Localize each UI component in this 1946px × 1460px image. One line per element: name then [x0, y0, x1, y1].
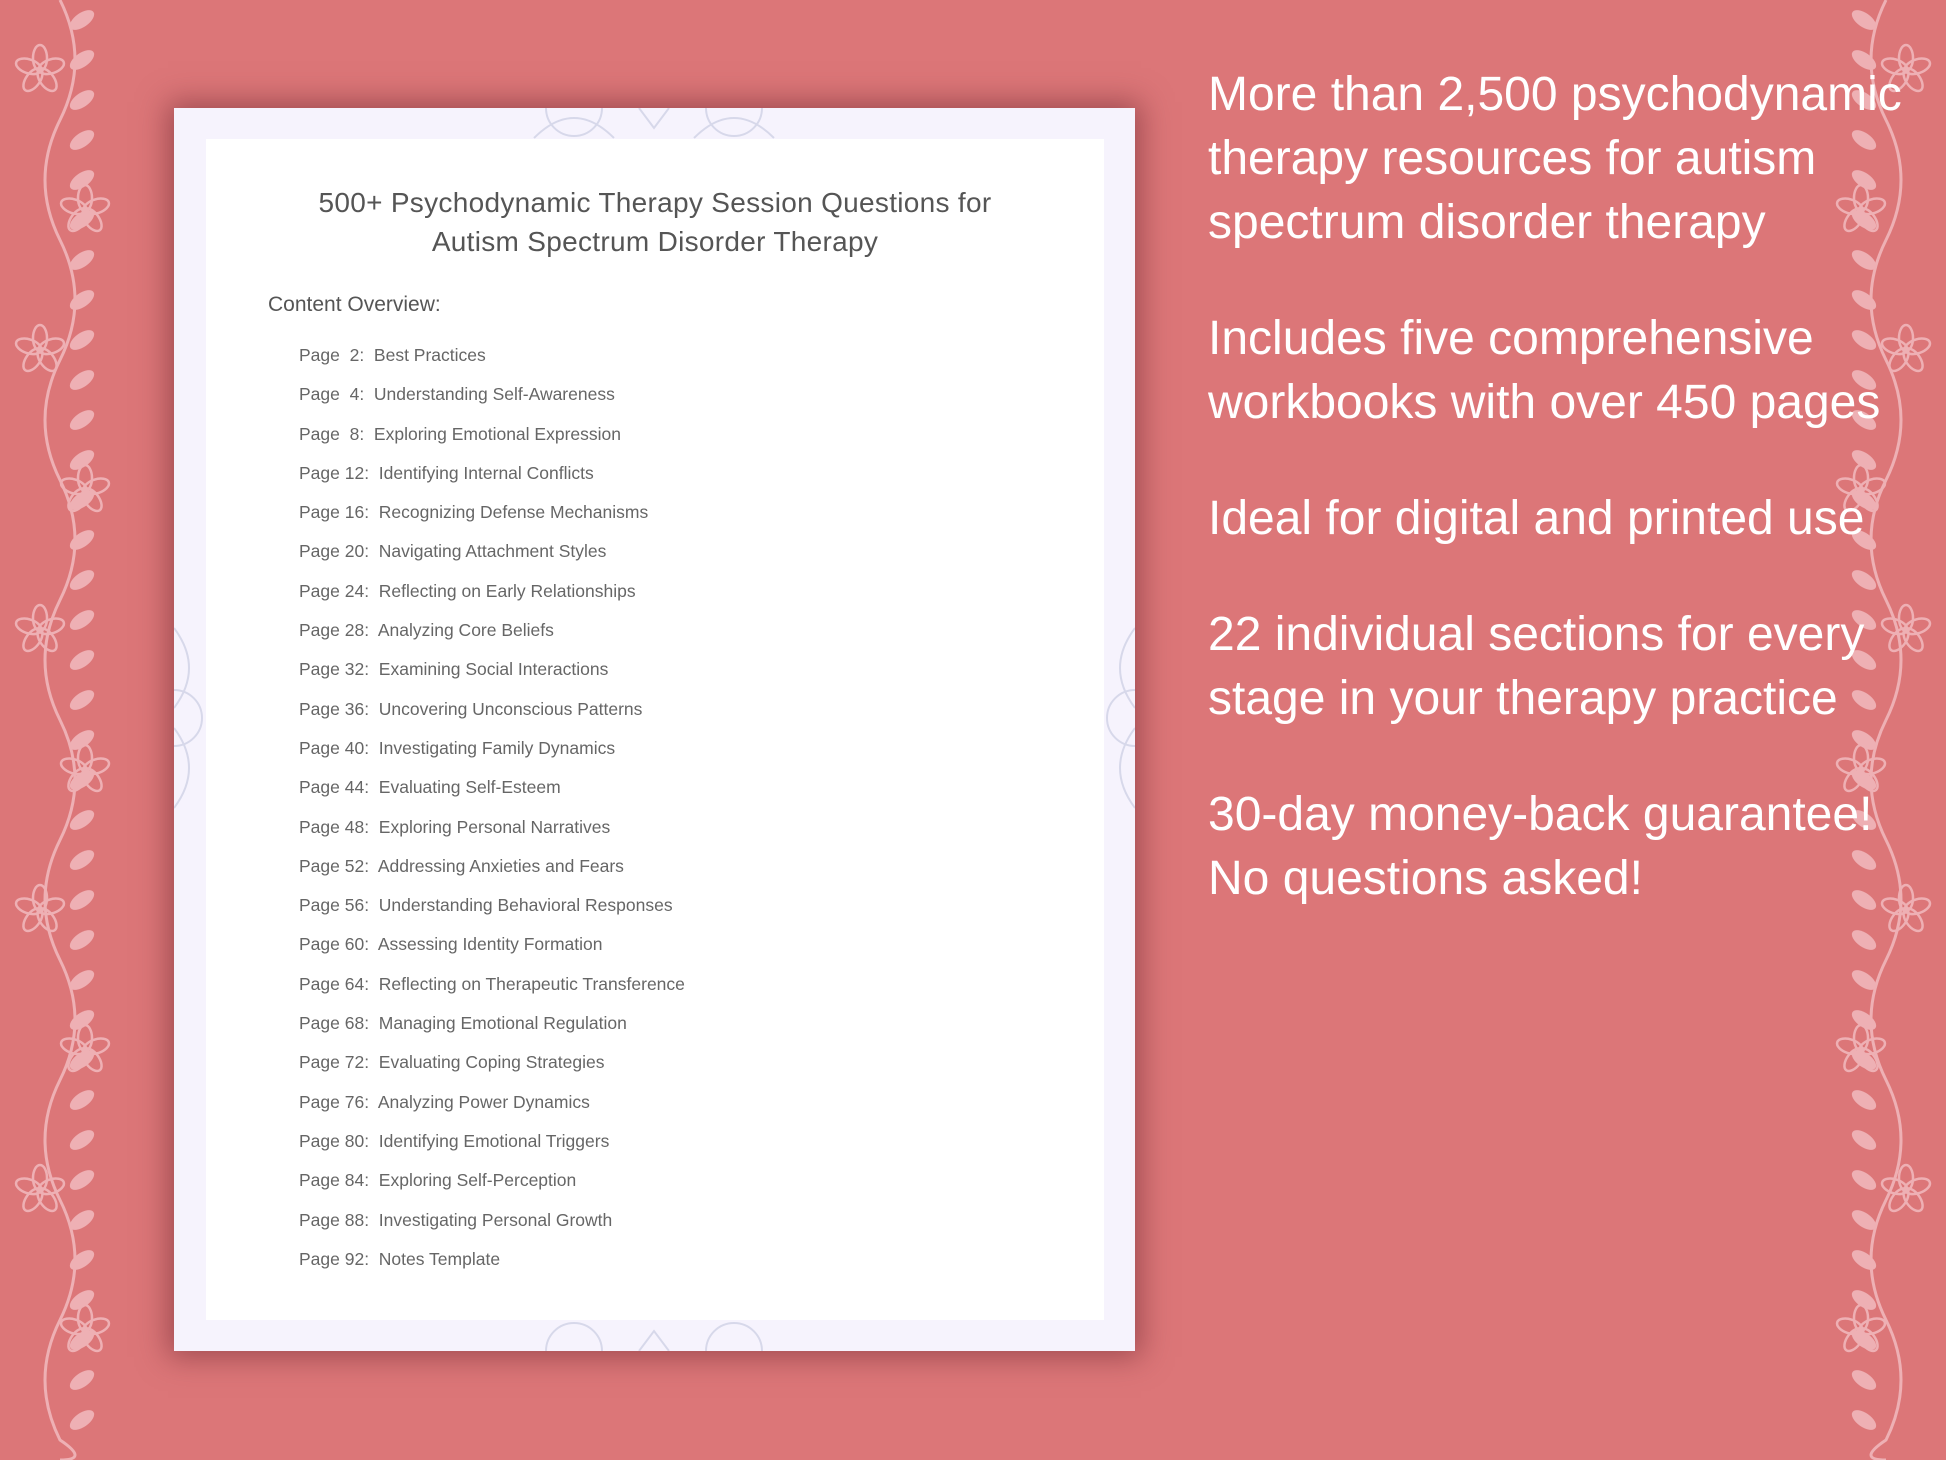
flower-icon: [59, 1305, 111, 1354]
title-line: 500+ Psychodynamic Therapy Session Questions for: [318, 187, 992, 218]
leaf-icon: [1849, 1086, 1880, 1114]
document-page: [206, 139, 1104, 1320]
content-list-item: Page 76: Analyzing Power Dynamics: [299, 1091, 590, 1112]
flower-icon: [1835, 1305, 1887, 1354]
mandala-ornament-top: [514, 108, 794, 139]
leaf-icon: [67, 1086, 98, 1114]
document-preview: [174, 108, 1135, 1351]
content-list-item: Page 64: Reflecting on Therapeutic Transference: [299, 973, 685, 994]
leaf-icon: [67, 926, 98, 954]
flower-icon: [59, 465, 111, 514]
content-list-item: Page 92: Notes Template: [299, 1248, 501, 1269]
content-list-item: Page 2: Best Practices: [299, 345, 486, 365]
content-list-item: Page 84: Exploring Self-Perception: [299, 1170, 577, 1191]
leaf-icon: [67, 606, 98, 634]
leaf-icon: [1849, 926, 1880, 954]
leaf-icon: [67, 46, 98, 74]
leaf-icon: [67, 1126, 98, 1154]
feature-text: More than 2,500 psychodynamic therapy resources for autism spectrum disorder therapy: [1208, 68, 1902, 249]
flower-icon: [14, 605, 66, 654]
content-list-item: Page 88: Investigating Personal Growth: [299, 1209, 613, 1230]
leaf-icon: [67, 1166, 98, 1194]
content-list-item: Page 44: Evaluating Self-Esteem: [299, 777, 561, 798]
leaf-icon: [1849, 1246, 1880, 1274]
content-list: [299, 345, 685, 1288]
content-list-item: Page 36: Uncovering Unconscious Patterns: [299, 698, 643, 719]
content-list-item: Page 28: Analyzing Core Beliefs: [299, 620, 554, 641]
flower-icon: [1880, 1165, 1932, 1214]
flower-icon: [14, 1165, 66, 1214]
content-list-item: Page 48: Exploring Personal Narratives: [299, 816, 611, 837]
leaf-icon: [67, 1366, 98, 1394]
feature-text: 30-day money-back guarantee! No questions asked!: [1208, 788, 1873, 905]
document-title: [206, 183, 1104, 261]
leaf-icon: [67, 686, 98, 714]
flower-icon: [14, 885, 66, 934]
content-list-item: Page 52: Addressing Anxieties and Fears: [299, 855, 624, 876]
leaf-icon: [67, 286, 98, 314]
leaf-icon: [67, 1246, 98, 1274]
flower-icon: [59, 185, 111, 234]
content-list-item: Page 68: Managing Emotional Regulation: [299, 1013, 627, 1034]
content-list-item: Page 72: Evaluating Coping Strategies: [299, 1052, 605, 1073]
leaf-icon: [67, 1406, 98, 1434]
mandala-ornament-left: [174, 608, 206, 828]
mandala-ornament-bottom: [514, 1320, 794, 1351]
leaf-icon: [67, 646, 98, 674]
content-list-item: Page 56: Understanding Behavioral Responses: [299, 895, 673, 916]
leaf-icon: [1849, 1006, 1880, 1034]
feature-list: [1208, 63, 1913, 911]
leaf-icon: [67, 886, 98, 914]
leaf-icon: [1849, 1166, 1880, 1194]
floral-vine-decoration-left: [0, 0, 130, 1460]
content-list-item: Page 60: Assessing Identity Formation: [299, 934, 603, 955]
feature-text: 22 individual sections for every stage in your therapy practice: [1208, 608, 1865, 725]
feature-text: Ideal for digital and printed use: [1208, 492, 1865, 545]
feature-text: Includes five comprehensive workbooks with over 450 pages: [1208, 312, 1881, 429]
content-list-item: Page 16: Recognizing Defense Mechanisms: [299, 502, 649, 523]
content-list-item: Page 40: Investigating Family Dynamics: [299, 737, 616, 758]
leaf-icon: [1849, 1366, 1880, 1394]
leaf-icon: [67, 846, 98, 874]
leaf-icon: [67, 406, 98, 434]
leaf-icon: [67, 1006, 98, 1034]
content-list-item: Page 4: Understanding Self-Awareness: [299, 384, 615, 405]
mandala-ornament-right: [1103, 608, 1135, 828]
leaf-icon: [67, 446, 98, 474]
leaf-icon: [67, 166, 98, 194]
leaf-icon: [1849, 1406, 1880, 1434]
content-overview-heading: Content Overview:: [268, 293, 441, 316]
content-list-item: Page 32: Examining Social Interactions: [299, 659, 609, 680]
leaf-icon: [1849, 1126, 1880, 1154]
content-list-item: Page 24: Reflecting on Early Relationships: [299, 580, 636, 601]
leaf-icon: [67, 526, 98, 554]
content-list-item: Page 20: Navigating Attachment Styles: [299, 541, 607, 562]
leaf-icon: [67, 366, 98, 394]
content-list-item: Page 8: Exploring Emotional Expression: [299, 423, 621, 444]
flower-icon: [14, 45, 66, 94]
leaf-icon: [67, 126, 98, 154]
content-list-item: Page 80: Identifying Emotional Triggers: [299, 1130, 610, 1151]
title-line: Autism Spectrum Disorder Therapy: [431, 226, 879, 257]
content-list-item: Page 12: Identifying Internal Conflicts: [299, 462, 594, 483]
flower-icon: [59, 745, 111, 794]
